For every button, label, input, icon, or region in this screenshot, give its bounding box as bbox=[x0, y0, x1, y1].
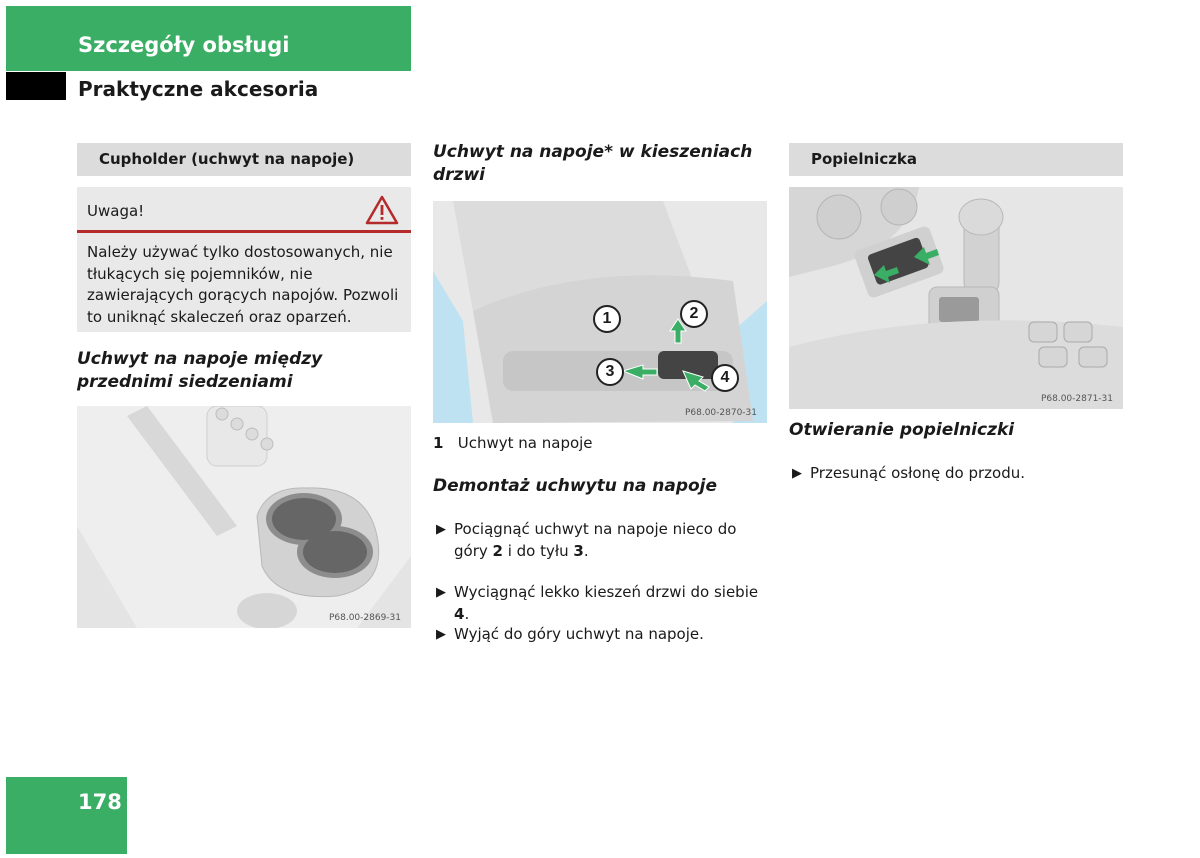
ashtray-bar-title: Popielniczka bbox=[811, 150, 918, 168]
step-list-item: ▶ Wyciągnąć lekko kieszeń drzwi do siebie 4. bbox=[436, 583, 759, 623]
legend-number: 1 bbox=[433, 434, 444, 452]
warning-divider bbox=[77, 230, 411, 233]
bullet-arrow-icon: ▶ bbox=[436, 522, 446, 537]
callout-4: 4 bbox=[711, 364, 739, 392]
callout-2: 2 bbox=[680, 300, 708, 328]
callout-3: 3 bbox=[596, 358, 624, 386]
door-cupholder-heading: Uchwyt na napoje* w kieszeniach drzwi bbox=[433, 142, 753, 185]
front-cupholder-image-code: P68.00-2869-31 bbox=[328, 613, 401, 623]
ashtray-image-code: P68.00-2871-31 bbox=[1040, 394, 1113, 404]
ashtray-bar bbox=[789, 143, 1123, 176]
page-number: 178 bbox=[78, 790, 122, 814]
warning-box bbox=[77, 187, 411, 332]
section-title: Szczegóły obsługi bbox=[78, 33, 290, 57]
removal-heading: Demontaż uchwytu na napoje bbox=[433, 476, 718, 496]
bullet-arrow-icon: ▶ bbox=[436, 627, 446, 642]
legend-item bbox=[433, 433, 593, 455]
warning-text: Należy używać tylko dostosowanych, nie tłukących się pojemników, nie zawierających gorących napojów. Pozwoli to uniknąć skaleczeń oraz oparzeń. bbox=[87, 243, 399, 326]
door-cupholder-image-code: P68.00-2870-31 bbox=[684, 408, 757, 418]
warning-title: Uwaga! bbox=[87, 202, 145, 220]
legend-text: Uchwyt na napoje bbox=[457, 434, 593, 452]
ashtray-image bbox=[789, 187, 1123, 409]
page-number-box bbox=[6, 777, 127, 854]
front-cupholder-heading: Uchwyt na napoje między przednimi siedzeniami bbox=[77, 349, 323, 392]
warning-triangle-icon bbox=[365, 195, 399, 225]
front-cupholder-image bbox=[77, 406, 411, 628]
step-list-item: ▶ Wyjąć do góry uchwyt na napoje. bbox=[436, 624, 767, 646]
callout-1: 1 bbox=[593, 305, 621, 333]
ashtray-open-heading: Otwieranie popielniczki bbox=[789, 420, 1015, 440]
subsection-title: Praktyczne akcesoria bbox=[78, 77, 319, 101]
step-list-item: ▶ Przesunąć osłonę do przodu. bbox=[792, 463, 1123, 485]
step-list-item: ▶ Pociągnąć uchwyt na napoje nieco do góry 2 i do tyłu 3. bbox=[436, 520, 737, 560]
cupholder-bar bbox=[77, 143, 411, 176]
bullet-arrow-icon: ▶ bbox=[436, 585, 446, 600]
cupholder-bar-title: Cupholder (uchwyt na napoje) bbox=[99, 150, 355, 168]
bullet-arrow-icon: ▶ bbox=[792, 466, 802, 481]
subsection-marker bbox=[6, 72, 66, 100]
section-header bbox=[6, 6, 411, 71]
door-cupholder-image bbox=[433, 201, 767, 423]
